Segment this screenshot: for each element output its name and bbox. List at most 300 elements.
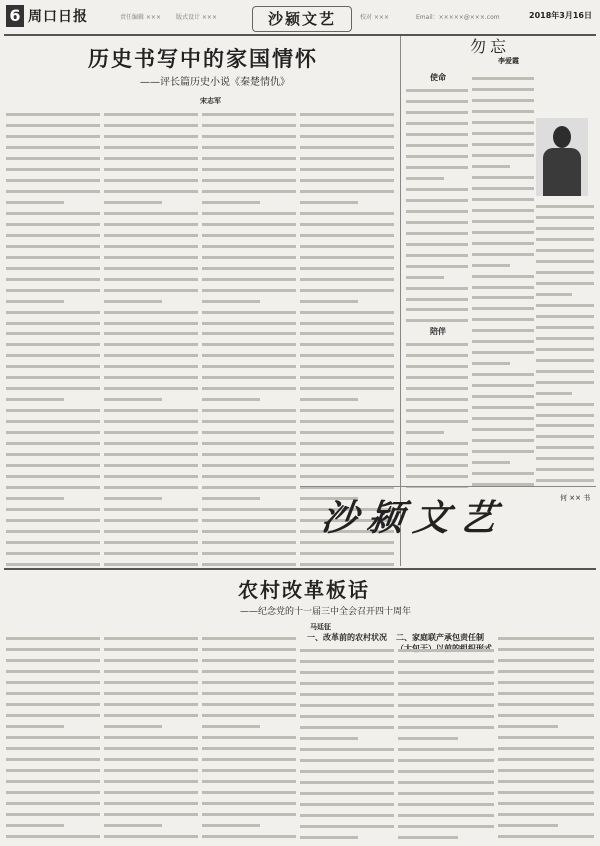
text-line (406, 315, 468, 322)
text-line (202, 394, 260, 402)
text-line (202, 317, 296, 325)
text-line (202, 558, 296, 566)
text-line (398, 721, 494, 729)
text-line (202, 185, 296, 193)
text-line (406, 260, 468, 268)
text-line (104, 350, 198, 358)
text-line (202, 742, 296, 750)
text-line (406, 84, 468, 92)
text-line (6, 514, 100, 522)
text-line (202, 786, 296, 794)
text-line (202, 306, 296, 314)
text-line (202, 654, 296, 662)
text-line (6, 481, 100, 489)
text-line (104, 174, 198, 182)
text-line (300, 416, 394, 424)
text-line (472, 424, 534, 432)
text-line (472, 391, 534, 399)
text-line (6, 196, 64, 204)
text-line (300, 776, 394, 784)
text-line (406, 216, 468, 224)
text-line (104, 119, 198, 127)
text-line (6, 797, 100, 805)
text-line (202, 830, 296, 838)
text-line (472, 303, 534, 311)
text-line (104, 152, 198, 160)
article-reform-author: 马廷征 (310, 623, 331, 631)
text-line (472, 138, 534, 146)
text-line (6, 808, 100, 816)
text-line (300, 405, 394, 413)
text-line (6, 394, 64, 402)
text-line (398, 688, 494, 696)
text-line (300, 240, 394, 248)
text-line (202, 514, 296, 522)
text-line (6, 786, 100, 794)
editor-credit: 责任编辑 ××× (120, 14, 161, 21)
text-line (6, 830, 100, 838)
text-line (6, 152, 100, 160)
text-line (300, 558, 394, 566)
text-column (472, 72, 534, 488)
text-line (406, 437, 468, 445)
text-line (6, 405, 100, 413)
text-column (406, 338, 468, 488)
text-line (406, 304, 468, 312)
text-line (300, 460, 394, 468)
text-line (536, 310, 594, 318)
text-line (300, 229, 394, 237)
text-line (6, 492, 64, 500)
text-line (6, 731, 100, 739)
text-line (398, 655, 494, 663)
text-line (498, 797, 594, 805)
text-line (300, 185, 394, 193)
text-line (300, 644, 394, 652)
text-line (6, 654, 100, 662)
text-column (300, 644, 394, 842)
text-line (104, 558, 198, 566)
text-line (6, 709, 100, 717)
text-line (406, 338, 468, 346)
text-line (6, 328, 100, 336)
text-line (536, 387, 572, 395)
text-column (498, 632, 594, 842)
text-line (6, 262, 100, 270)
text-line (472, 402, 534, 410)
text-line (536, 222, 594, 230)
text-line (406, 382, 468, 390)
text-line (398, 831, 458, 839)
text-line (104, 819, 162, 827)
section-head-companion: 陪伴 (430, 326, 446, 336)
designer-credit: 版式设计 ××× (176, 14, 217, 21)
text-line (536, 321, 594, 329)
text-line (104, 665, 198, 673)
text-line (104, 654, 198, 662)
article-history-author: 宋志军 (200, 97, 221, 105)
text-line (300, 809, 394, 817)
text-line (202, 119, 296, 127)
text-line (202, 273, 296, 281)
text-line (536, 354, 594, 362)
text-line (104, 218, 198, 226)
text-line (406, 183, 468, 191)
text-line (472, 226, 534, 234)
text-line (472, 259, 510, 267)
text-line (300, 273, 394, 281)
text-line (300, 108, 394, 116)
text-line (202, 240, 296, 248)
text-line (536, 475, 594, 483)
portrait-photo (536, 118, 588, 196)
text-line (398, 743, 494, 751)
text-column (6, 108, 100, 570)
text-line (202, 207, 296, 215)
text-line (104, 460, 198, 468)
text-line (472, 369, 534, 377)
text-line (104, 328, 198, 336)
divider (4, 568, 596, 570)
text-line (6, 841, 100, 842)
text-column (104, 632, 198, 842)
text-line (202, 163, 296, 171)
text-line (202, 108, 296, 116)
calligraphy-signature: 何 ×× 书 (560, 494, 591, 502)
text-line (300, 207, 394, 215)
text-line (6, 229, 100, 237)
text-line (498, 786, 594, 794)
text-line (300, 339, 394, 347)
text-line (300, 372, 394, 380)
text-line (300, 383, 394, 391)
text-line (104, 207, 198, 215)
text-line (300, 196, 358, 204)
text-line (472, 94, 534, 102)
text-line (6, 130, 100, 138)
text-line (398, 820, 494, 828)
text-line (6, 372, 100, 380)
text-line (202, 350, 296, 358)
text-line (472, 336, 534, 344)
text-line (202, 218, 296, 226)
text-line (6, 460, 100, 468)
text-line (104, 240, 198, 248)
text-line (104, 698, 198, 706)
text-line (6, 339, 100, 347)
text-line (406, 238, 468, 246)
text-line (202, 152, 296, 160)
text-line (300, 251, 394, 259)
text-line (300, 438, 394, 446)
text-line (406, 371, 468, 379)
text-line (6, 295, 64, 303)
text-line (6, 764, 100, 772)
text-line (104, 130, 198, 138)
text-line (104, 775, 198, 783)
text-line (536, 464, 594, 472)
text-line (104, 753, 198, 761)
text-line (300, 710, 394, 718)
text-line (202, 339, 296, 347)
text-line (472, 292, 534, 300)
text-line (406, 227, 468, 235)
email-credit: Email：×××××@×××.com (416, 14, 500, 21)
page-number: 6 (6, 5, 24, 27)
text-line (472, 358, 510, 366)
text-line (202, 720, 260, 728)
text-line (536, 255, 594, 263)
text-line (6, 284, 100, 292)
text-line (104, 643, 198, 651)
text-line (472, 171, 534, 179)
text-line (536, 200, 594, 208)
text-line (104, 229, 198, 237)
text-line (472, 445, 534, 453)
text-line (300, 699, 394, 707)
text-line (536, 442, 594, 450)
text-line (300, 328, 394, 336)
text-line (536, 244, 594, 252)
text-line (6, 503, 100, 511)
text-line (498, 665, 594, 673)
text-line (300, 394, 358, 402)
text-line (104, 536, 198, 544)
text-line (104, 830, 198, 838)
text-line (498, 808, 594, 816)
text-line (6, 819, 64, 827)
text-line (498, 643, 594, 651)
text-line (202, 372, 296, 380)
text-line (202, 470, 296, 478)
text-line (104, 284, 198, 292)
text-line (202, 698, 296, 706)
text-line (104, 273, 198, 281)
text-line (6, 174, 100, 182)
text-line (202, 665, 296, 673)
text-line (202, 229, 296, 237)
text-line (406, 349, 468, 357)
text-line (406, 194, 468, 202)
text-line (300, 141, 394, 149)
text-line (202, 808, 296, 816)
text-line (6, 687, 100, 695)
article-history-title: 历史书写中的家国情怀 (88, 46, 318, 71)
text-line (104, 632, 198, 640)
text-line (536, 288, 572, 296)
text-column (536, 200, 594, 486)
text-line (202, 460, 296, 468)
text-line (202, 731, 296, 739)
text-line (202, 775, 296, 783)
reform-section-head: 一、改革前的农村状况 (307, 632, 387, 642)
text-line (300, 721, 394, 729)
text-line (300, 732, 358, 740)
text-line (202, 753, 296, 761)
text-line (202, 295, 260, 303)
text-line (406, 249, 468, 257)
text-line (104, 306, 198, 314)
text-line (536, 233, 594, 241)
text-line (498, 687, 594, 695)
text-line (202, 383, 296, 391)
text-line (472, 149, 534, 157)
text-line (406, 470, 468, 478)
text-line (202, 709, 296, 717)
text-line (6, 416, 100, 424)
text-line (202, 427, 296, 435)
text-line (406, 293, 468, 301)
text-line (6, 119, 100, 127)
text-line (398, 732, 458, 740)
text-line (202, 328, 296, 336)
text-line (536, 365, 594, 373)
proofreader-credit: 校对 ××× (360, 14, 389, 21)
text-line (498, 830, 594, 838)
paper-name: 周口日报 (28, 9, 88, 25)
text-line (300, 677, 394, 685)
text-line (472, 413, 534, 421)
text-line (472, 237, 534, 245)
text-line (202, 262, 296, 270)
text-line (104, 251, 198, 259)
text-line (104, 438, 198, 446)
text-line (398, 754, 494, 762)
text-line (472, 72, 534, 80)
text-line (202, 547, 296, 555)
text-line (6, 547, 100, 555)
text-line (406, 205, 468, 213)
text-line (536, 398, 594, 406)
text-line (104, 525, 198, 533)
text-line (406, 415, 468, 423)
text-line (202, 141, 296, 149)
text-line (6, 218, 100, 226)
page-header (4, 2, 596, 36)
text-line (104, 185, 198, 193)
text-line (6, 383, 100, 391)
text-column (406, 84, 468, 322)
text-line (406, 117, 468, 125)
article-reform-title: 农村改革板话 (238, 578, 370, 602)
text-line (398, 644, 494, 652)
text-line (6, 141, 100, 149)
issue-date: 2018年3月16日 (529, 11, 592, 20)
text-line (406, 161, 468, 169)
text-line (6, 775, 100, 783)
text-line (398, 699, 494, 707)
text-line (472, 248, 534, 256)
text-line (472, 83, 534, 91)
text-line (498, 698, 594, 706)
text-line (104, 262, 198, 270)
text-line (536, 332, 594, 340)
text-line (6, 251, 100, 259)
text-line (536, 376, 594, 384)
text-line (104, 481, 198, 489)
text-line (472, 325, 534, 333)
text-line (472, 116, 534, 124)
text-line (6, 350, 100, 358)
text-line (300, 470, 394, 478)
section-head-mission: 使命 (430, 72, 446, 82)
text-line (104, 786, 198, 794)
text-line (202, 643, 296, 651)
text-line (406, 150, 468, 158)
text-line (202, 416, 296, 424)
text-line (398, 787, 494, 795)
text-line (202, 405, 296, 413)
divider (300, 486, 596, 487)
text-line (472, 467, 534, 475)
text-line (104, 808, 198, 816)
text-line (202, 196, 260, 204)
text-line (498, 720, 558, 728)
text-line (6, 720, 64, 728)
text-line (104, 416, 198, 424)
text-line (472, 270, 534, 278)
text-line (6, 108, 100, 116)
text-line (300, 655, 394, 663)
text-line (202, 819, 260, 827)
text-line (498, 676, 594, 684)
text-line (6, 558, 100, 566)
text-line (472, 434, 534, 442)
text-line (104, 317, 198, 325)
text-line (202, 797, 296, 805)
text-line (536, 211, 594, 219)
text-line (406, 128, 468, 136)
text-line (300, 787, 394, 795)
text-line (104, 687, 198, 695)
text-line (6, 632, 100, 640)
text-line (472, 215, 534, 223)
text-line (472, 380, 534, 388)
text-line (300, 350, 394, 358)
text-line (202, 503, 296, 511)
text-line (300, 119, 394, 127)
text-line (472, 105, 534, 113)
text-column (202, 108, 296, 570)
text-line (398, 765, 494, 773)
text-line (536, 420, 594, 428)
text-line (104, 514, 198, 522)
text-line (472, 193, 534, 201)
text-line (406, 448, 468, 456)
text-line (398, 798, 494, 806)
text-line (300, 262, 394, 270)
text-line (202, 492, 260, 500)
text-line (472, 456, 510, 464)
text-column (202, 632, 296, 842)
text-line (398, 710, 494, 718)
text-line (472, 281, 534, 289)
text-line (6, 240, 100, 248)
text-line (472, 204, 534, 212)
text-column (6, 632, 100, 842)
text-line (6, 163, 100, 171)
text-line (300, 798, 394, 806)
text-line (536, 431, 594, 439)
text-line (202, 525, 296, 533)
text-line (300, 688, 394, 696)
text-line (498, 742, 594, 750)
text-line (104, 372, 198, 380)
text-line (406, 95, 468, 103)
text-line (300, 174, 394, 182)
text-line (498, 764, 594, 772)
text-line (406, 404, 468, 412)
